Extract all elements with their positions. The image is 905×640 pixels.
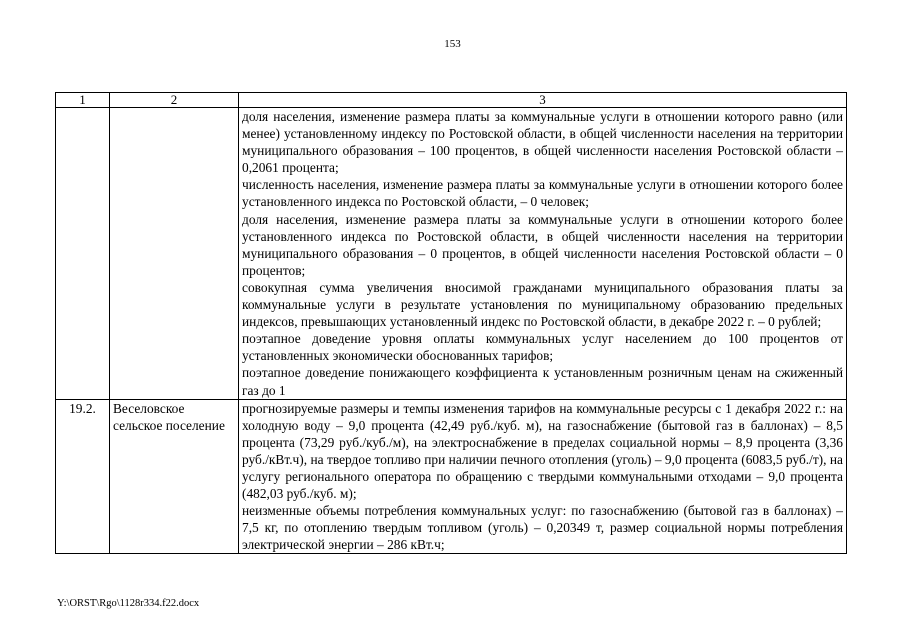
row-settlement-name	[110, 108, 239, 400]
header-col-1: 1	[56, 93, 110, 108]
row-content	[239, 108, 847, 400]
header-col-2: 2	[110, 93, 239, 108]
content-paragraph: совокупная сумма увеличения вносимой гражданами муниципального образования платы за коммунальные услуги в результате установления по муниципальному образованию предельных индексов, превышающих установленный индекс по Ростовской области, в декабре 2022 г. – 0 рублей;	[242, 279, 843, 330]
footer-file-path: Y:\ORST\Rgo\1128r334.f22.docx	[57, 598, 200, 609]
table-header-row	[56, 93, 847, 108]
page-number: 153	[444, 38, 461, 50]
content-paragraph: доля населения, изменение размера платы за коммунальные услуги в отношении которого более установленного индекса по Ростовской области, в общей численности населения на территории муниципального образования – 0 процентов, в общей численности населения Ростовской области – 0 процентов;	[242, 211, 843, 278]
content-paragraph: прогнозируемые размеры и темпы изменения тарифов на коммунальные ресурсы с 1 декабря 2022 г.: на холодную воду – 9,0 процента (42,49 руб./куб. м), на газоснабжение (бытовой газ в баллонах) – 8,5 процента (73,29 руб./куб./м), на электроснабжение в пределах социальной нормы – 8,9 процента (3,36 руб./кВт.ч), на твердое топливо при наличии печного отопления (уголь) – 9,0 процента (6083,5 руб./т), на услугу регионального оператора по обращению с твердыми коммунальными отходами – 9,0 процента (482,03 руб./куб. м);	[242, 400, 843, 502]
row-number	[56, 108, 110, 400]
content-paragraph: доля населения, изменение размера платы за коммунальные услуги в отношении которого равно (или менее) установленному индексу по Ростовской области, в общей численности населения на территории муниципального образования – 100 процентов, в общей численности населения Ростовской области – 0,2061 процента;	[242, 109, 843, 176]
content-paragraph: поэтапное доведение уровня оплаты коммунальных услуг населением до 100 процентов от установленных экономически обоснованных тарифов;	[242, 331, 843, 364]
content-paragraph: поэтапное доведение понижающего коэффициента к установленным розничным ценам на сжиженный газ до 1	[242, 365, 843, 398]
content-paragraph: численность населения, изменение размера платы за коммунальные услуги в отношении которого более установленного индекса по Ростовской области, – 0 человек;	[242, 177, 843, 210]
header-col-3: 3	[239, 93, 847, 108]
row-settlement-name: Веселовское сельское поселение	[110, 399, 239, 554]
row-content	[239, 399, 847, 554]
content-paragraph: неизменные объемы потребления коммунальных услуг: по газоснабжению (бытовой газ в баллонах) – 7,5 кг, по отоплению твердым топливом (уголь) – 0,20349 т, размер социальной нормы потребления электрической энергии – 286 кВт.ч;	[242, 503, 843, 553]
table-row	[56, 399, 847, 554]
row-number: 19.2.	[56, 399, 110, 554]
table-row	[56, 108, 847, 400]
document-table	[55, 92, 847, 554]
